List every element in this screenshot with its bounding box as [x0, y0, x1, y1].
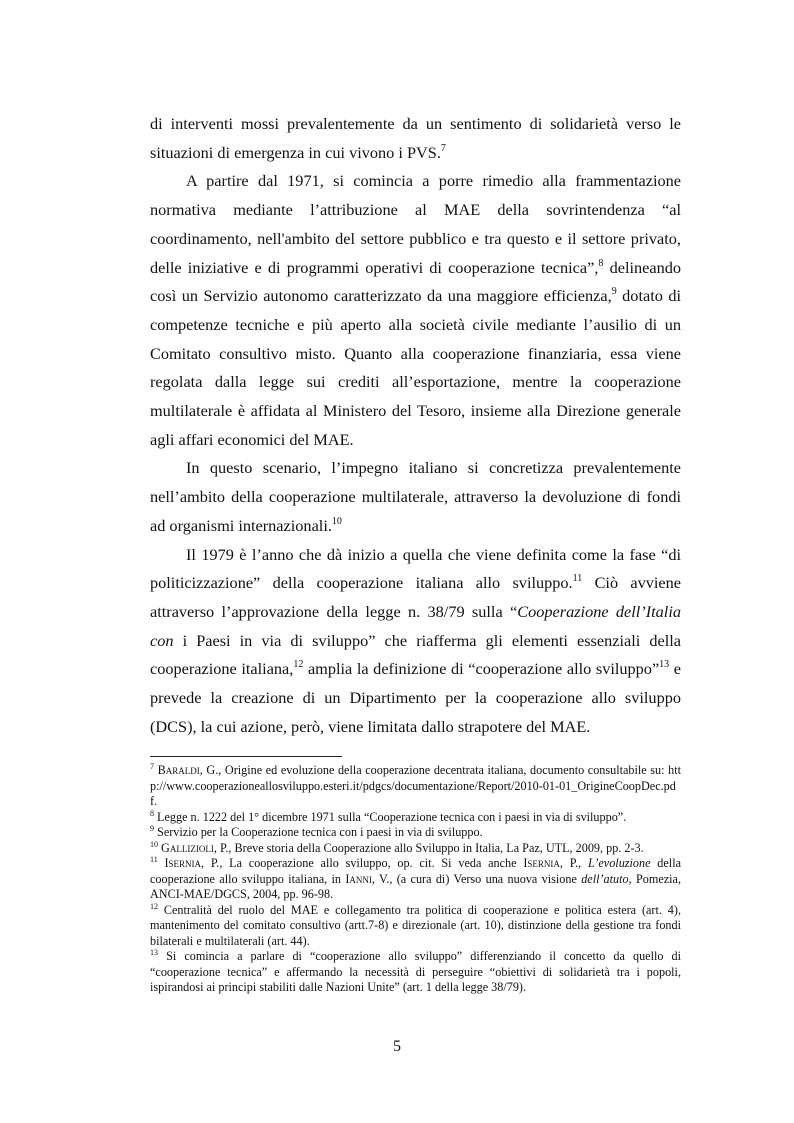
footnote-ref-7[interactable]: 7 — [440, 142, 446, 154]
paragraph-2: A partire dal 1971, si comincia a porre rimedio alla frammentazione normativa mediante l’attribuzione al MAE della sovrintendenza “al coordinamento, nell'ambito del settore pubblico e tra questo e il settore privato, delle iniziative e di programmi operativi di cooperazione tecnica”,$^8$ delineando così un Servizio autonomo caratterizzato da una maggiore efficienza,$^9$ dotato di competenze tecniche e più aperto alla società civile mediante l’ausilio di un Comitato consultivo misto. Quanto alla cooperazione finanziaria, essa viene regolata dalla legge sui crediti all’esportazione, mentre la cooperazione multilaterale è affidata al Ministero del Tesoro, insieme alla Direzione generale agli affari economici del MAE. — [150, 171, 682, 449]
footnote-ref-13[interactable]: 13 — [659, 659, 670, 671]
page-number: 5 — [393, 1038, 401, 1055]
paragraph-3: In questo scenario, l’impegno italiano si concretizza prevalentemente nell’ambito della cooperazione multilaterale, attraverso la devoluzione di fondi ad organismi internazionali.$^{10}$ — [150, 458, 681, 535]
footnote-7: $^7$ Baraldi, G., Origine ed evoluzione della cooperazione decentrata italiana, documento consultabile su: http://www.cooperazioneallosviluppo.esteri.it/pdgcs/documentazione/Report/2010-01-01_OrigineCoopDec.pdf. — [150, 762, 682, 808]
body-text — [150, 110, 681, 741]
footnote-divider — [150, 756, 342, 757]
footnote-ref-9[interactable]: 9 — [611, 286, 617, 298]
footnote-12: $^{12}$ Centralità del ruolo del MAE e collegamento tra politica di cooperazione e politica estera (art. 4), mantenimento del comitato consultivo (artt.7-8) e direzionale (art. 10), distinzione della gestione tra fondi bilaterali e multilaterali (art. 44). — [150, 901, 681, 948]
footnote-ref-11[interactable]: 11 — [572, 573, 583, 585]
footnote-11: $^{11}$ Isernia, P., La cooperazione allo sviluppo, op. cit. Si veda anche Isernia, P., L’evoluzione della cooperazione allo sviluppo italiana, in Ianni, V., (a cura di) Verso una nuova visione dell’atuto, Pomezia, ANCI-MAE/DGCS, 2004, pp. 96-98. — [150, 855, 681, 901]
footnote-ref-10[interactable]: 10 — [331, 515, 342, 527]
footnote-8: $^8$ Legge n. 1222 del 1° dicembre 1971 sulla “Cooperazione tecnica con i paesi in via di sviluppo”. — [150, 808, 627, 824]
paragraph-1: di interventi mossi prevalentemente da un sentimento di solidarietà verso le situazioni di emergenza in cui vivono i PVS.$^7$ — [150, 114, 681, 162]
footnote-ref-8[interactable]: 8 — [598, 257, 604, 269]
footnotes — [150, 763, 681, 996]
footnote-ref-12[interactable]: 12 — [293, 659, 304, 671]
paragraph-4: Il 1979 è l’anno che dà inizio a quella che viene definita come la fase “di politicizzazione” della cooperazione italiana allo sviluppo.$^{11}$ Ciò avviene attraverso l’approvazione della legge n. 38/79 sulla “Cooperazione dell’Italia con i Paesi in via di sviluppo” che riafferma gli elementi essenziali della cooperazione italiana,$^{12}$ amplia la definizione di “cooperazione allo sviluppo”$^{13}$ e prevede la creazione di un Dipartimento per la cooperazione allo sviluppo (DCS), la cui azione, però, viene limitata dallo strapotere del MAE. — [150, 544, 682, 736]
footnote-13: $^{13}$ Si comincia a parlare di “cooperazione allo sviluppo” differenziando il concetto da quello di “cooperazione tecnica” e affermando la necessità di perseguire “obiettivi di solidarietà tra i popoli, ispirandosi ai principi stabiliti dalle Nazioni Unite” (art. 1 della legge 38/79). — [150, 948, 681, 994]
footnote-9: $^9$ Servizio per la Cooperazione tecnica con i paesi in via di sviluppo. — [150, 824, 483, 839]
footnote-link[interactable]: http://www.cooperazioneallosviluppo.esteri.it/pdgcs/documentazione/Report/2010-01-01_OrigineCoopDec.pdf — [150, 763, 682, 808]
footnote-10: $^{10}$ Gallizioli, P., Breve storia della Cooperazione allo Sviluppo in Italia, La Paz, UTL, 2009, pp. 2-3. — [150, 839, 644, 855]
